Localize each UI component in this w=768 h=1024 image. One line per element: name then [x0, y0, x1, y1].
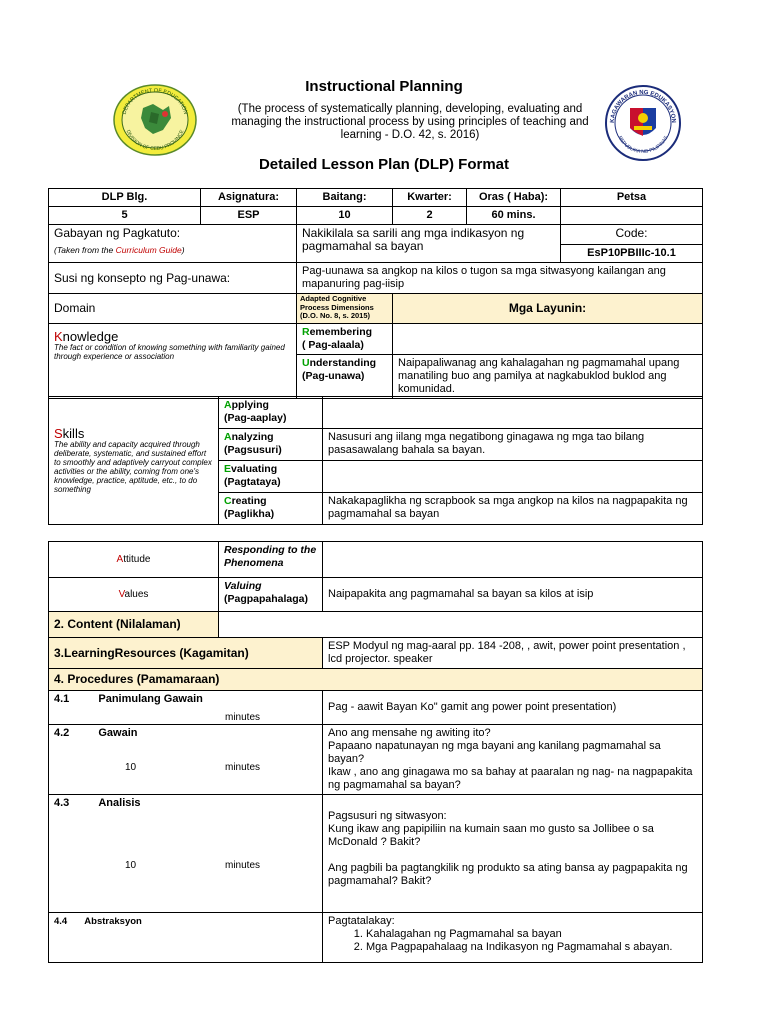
procedures-table	[48, 541, 703, 963]
left-logo-bottom-text: DIVISION OF CEBU PROVINCE	[124, 129, 186, 153]
procedure-4-2-line: Ano ang mensahe ng awiting ito?	[328, 727, 491, 739]
info-value-petsa	[561, 207, 703, 225]
knowledge-first-letter: K	[54, 329, 63, 344]
info-label-kwarter: Kwarter:	[393, 189, 467, 207]
values-cell	[49, 578, 219, 612]
procedure-4-2-unit: minutes	[225, 762, 261, 773]
procedure-4-4-num: 4.4	[54, 916, 68, 927]
creating-sub: (Paglikha)	[224, 508, 275, 520]
info-label-baitang: Baitang:	[297, 189, 393, 207]
procedure-4-2-mins: 10	[125, 762, 137, 773]
remembering-sub: ( Pag-alaala)	[302, 339, 364, 351]
page-description: (The process of systematically planning, developing, evaluating and managing the instructional process by using principles of teaching and learning - D.O. 42, s. 2016)	[231, 103, 589, 141]
procedure-4-1-cell	[49, 691, 323, 725]
procedure-4-4-cell	[49, 913, 323, 963]
procedure-4-4-list-item: 1. Kahalagahan ng Pagmamahal sa bayan	[366, 928, 697, 941]
right-logo-bottom-text: REPUBLIKA NG PILIPINAS	[616, 135, 670, 156]
analyzing-first-letter: A	[224, 431, 232, 443]
procedure-4-2-line: Papaano napatunayan ng mga bayani ang kanilang pagmamahal sa bayan?	[328, 740, 661, 765]
creating-first-letter: C	[224, 495, 232, 507]
procedure-4-4-intro: Pagtatalakay:	[328, 915, 395, 927]
skills-first-letter: S	[54, 426, 63, 441]
page-title: Instructional Planning	[305, 78, 463, 95]
evaluating-sub: (Pagtataya)	[224, 476, 281, 488]
procedure-4-4-name: Abstraksyon	[84, 916, 142, 927]
procedure-4-4-list	[328, 928, 697, 954]
evaluating-cell	[219, 461, 323, 493]
analyzing-text: Nasusuri ang iilang mga negatibong ginagawa ng mga tao bilang pasasawalang bahala sa bayan.	[323, 429, 703, 461]
knowledge-rest: nowledge	[62, 329, 119, 344]
procedures-label: 4. Procedures (Pamamaraan)	[49, 669, 703, 691]
understanding-sub: (Pag-unawa)	[302, 370, 365, 382]
procedure-4-2-cell	[49, 725, 323, 795]
page-subtitle: Detailed Lesson Plan (DLP) Format	[258, 156, 510, 173]
analyzing-cell	[219, 429, 323, 461]
applying-cell	[219, 397, 323, 429]
understanding-rest: nderstanding	[309, 357, 377, 369]
knowledge-title	[54, 330, 291, 343]
attitude-cell	[49, 542, 219, 578]
left-logo-top-text: DEPARTMENT OF EDUCATION	[121, 87, 189, 116]
remembering-cell	[297, 324, 393, 355]
skills-rest: kills	[62, 426, 85, 441]
values-rest: alues	[124, 589, 149, 600]
values-sub1: Valuing	[224, 580, 262, 592]
values-sub-cell	[219, 578, 323, 612]
code-value: EsP10PBIIIc-10.1	[561, 245, 703, 263]
applying-text	[323, 397, 703, 429]
procedure-4-1-num: 4.1	[54, 693, 70, 705]
evaluating-rest: valuating	[231, 463, 278, 475]
procedure-4-3-name: Analisis	[98, 797, 141, 809]
procedure-4-2-num: 4.2	[54, 727, 70, 739]
susi-value: Pag-uunawa sa angkop na kilos o tugon sa mga sitwasyong kailangan ang mapanuring pag-iisip	[297, 263, 703, 294]
resources-label: 3.LearningResources (Kagamitan)	[49, 638, 323, 669]
remembering-rest: emembering	[309, 326, 373, 338]
gabayan-note-suffix: )	[181, 245, 185, 255]
evaluating-text	[323, 461, 703, 493]
resources-value: ESP Modyul ng mag-aaral pp. 184 -208, , awit, power point presentation , lcd projector. speaker	[323, 638, 703, 669]
procedure-4-3-line: Ang pagbili ba pagtangkilik ng produkto sa ating bansa ay pagpapakita ng pagmamahal? Bakit?	[328, 862, 688, 887]
procedure-4-4-text	[323, 913, 703, 963]
layunin-header: Mga Layunin:	[393, 294, 703, 324]
skills-table	[48, 396, 703, 525]
procedure-4-2-text	[323, 725, 703, 795]
content-value	[219, 612, 703, 638]
info-label-asignatura: Asignatura:	[201, 189, 297, 207]
gabayan-note-link: Curriculum Guide	[115, 245, 182, 255]
procedure-4-2-line: Ikaw , ano ang ginagawa mo sa bahay at paaralan ng nag- na nagpapakita ng pagmamahal sa bayan?	[328, 766, 693, 791]
gabayan-label: Gabayan ng Pagkatuto:	[54, 226, 181, 240]
procedure-4-4-list-item: 2. Mga Pagpapahalaag na Indikasyon ng Pagmamahal s abayan.	[366, 941, 697, 954]
understanding-text: Naipapaliwanag ang kahalagahan ng pagmamahal upang manatiling buo ang pamilya at nagkabuklod buklod ang komunidad.	[393, 355, 703, 399]
info-label-oras: Oras ( Haba):	[467, 189, 561, 207]
info-value-baitang: 10	[297, 207, 393, 225]
understanding-first-letter: U	[302, 357, 310, 369]
creating-rest: reating	[231, 495, 267, 507]
remembering-text	[393, 324, 703, 355]
procedure-4-3-line: Pagsusuri ng sitwasyon:	[328, 810, 447, 822]
procedure-4-3-unit: minutes	[225, 860, 261, 871]
procedure-4-3-line: Kung ikaw ang papipiliin na kumain saan mo gusto sa Jollibee o sa McDonald ? Bakit?	[328, 823, 654, 848]
analyzing-rest: nalyzing	[231, 431, 274, 443]
info-value-oras: 60 mins.	[467, 207, 561, 225]
skills-cell	[49, 397, 219, 525]
skills-title	[54, 427, 213, 440]
domain-header: Domain	[49, 294, 297, 324]
code-label: Code:	[561, 225, 703, 245]
content-label: 2. Content (Nilalaman)	[49, 612, 219, 638]
applying-sub: (Pag-aaplay)	[224, 412, 287, 424]
values-first-letter: V	[118, 589, 125, 600]
procedure-4-1-text	[323, 691, 703, 725]
kagawaran-ng-edukasyon-seal-logo	[604, 84, 682, 162]
values-text: Naipapakita ang pagmamahal sa bayan sa kilos at isip	[323, 578, 703, 612]
gabayan-value: Nakikilala sa sarili ang mga indikasyon ng pagmamahal sa bayan	[297, 225, 561, 263]
gabayan-note	[54, 244, 291, 257]
dlp-info-table	[48, 188, 703, 399]
procedure-4-2-name: Gawain	[98, 727, 138, 739]
creating-cell	[219, 493, 323, 525]
gabayan-cell	[49, 225, 297, 263]
creating-text: Nakakapaglikha ng scrapbook sa mga angkop na kilos na nagpapakita ng pagmamahal sa bayan	[323, 493, 703, 525]
right-logo-top-text: KAGAWARAN NG EDUKASYON	[609, 89, 677, 124]
remembering-first-letter: R	[302, 326, 310, 338]
attitude-first-letter: A	[116, 554, 124, 565]
understanding-cell	[297, 355, 393, 399]
info-label-petsa: Petsa	[561, 189, 703, 207]
info-value-kwarter: 2	[393, 207, 467, 225]
procedure-4-3-cell	[49, 795, 323, 913]
applying-first-letter: A	[224, 399, 232, 411]
values-sub2: (Pagpapahalaga)	[224, 593, 309, 605]
analyzing-sub: (Pagsusuri)	[224, 444, 282, 456]
adapted-header: Adapted Cognitive Process Dimensions (D.O. No. 8, s. 2015)	[297, 294, 393, 324]
procedure-4-3-text	[323, 795, 703, 913]
applying-rest: pplying	[231, 399, 269, 411]
procedure-4-3-num: 4.3	[54, 797, 70, 809]
info-value-asignatura: ESP	[201, 207, 297, 225]
procedure-4-3-line	[328, 797, 697, 810]
gabayan-note-prefix: (Taken from the	[54, 245, 116, 255]
procedure-4-1-line: Pag - aawit Bayan Ko" gamit ang power point presentation)	[328, 701, 617, 713]
attitude-sub: Responding to the Phenomena	[219, 542, 323, 578]
susi-label: Susi ng konsepto ng Pag-unawa:	[49, 263, 297, 294]
knowledge-desc: The fact or condition of knowing something with familiarity gained through experience or association	[54, 343, 285, 361]
evaluating-first-letter: E	[224, 463, 232, 475]
knowledge-cell	[49, 324, 297, 399]
procedure-4-3-line	[328, 849, 697, 862]
procedure-4-1-unit: minutes	[225, 712, 261, 723]
skills-desc: The ability and capacity acquired through deliberate, systematic, and sustained effort to smoothly and adaptively carryout complex activities or the ability, coming from one's knowledge, practice, aptitude, etc., to do something	[54, 440, 212, 494]
procedure-4-3-mins: 10	[125, 860, 137, 871]
attitude-text	[323, 542, 703, 578]
deped-cebu-seal-logo	[113, 84, 197, 156]
attitude-rest: ttitude	[123, 554, 151, 565]
info-label-dlp: DLP Blg.	[49, 189, 201, 207]
info-value-dlp: 5	[49, 207, 201, 225]
procedure-4-1-name: Panimulang Gawain	[98, 693, 203, 705]
